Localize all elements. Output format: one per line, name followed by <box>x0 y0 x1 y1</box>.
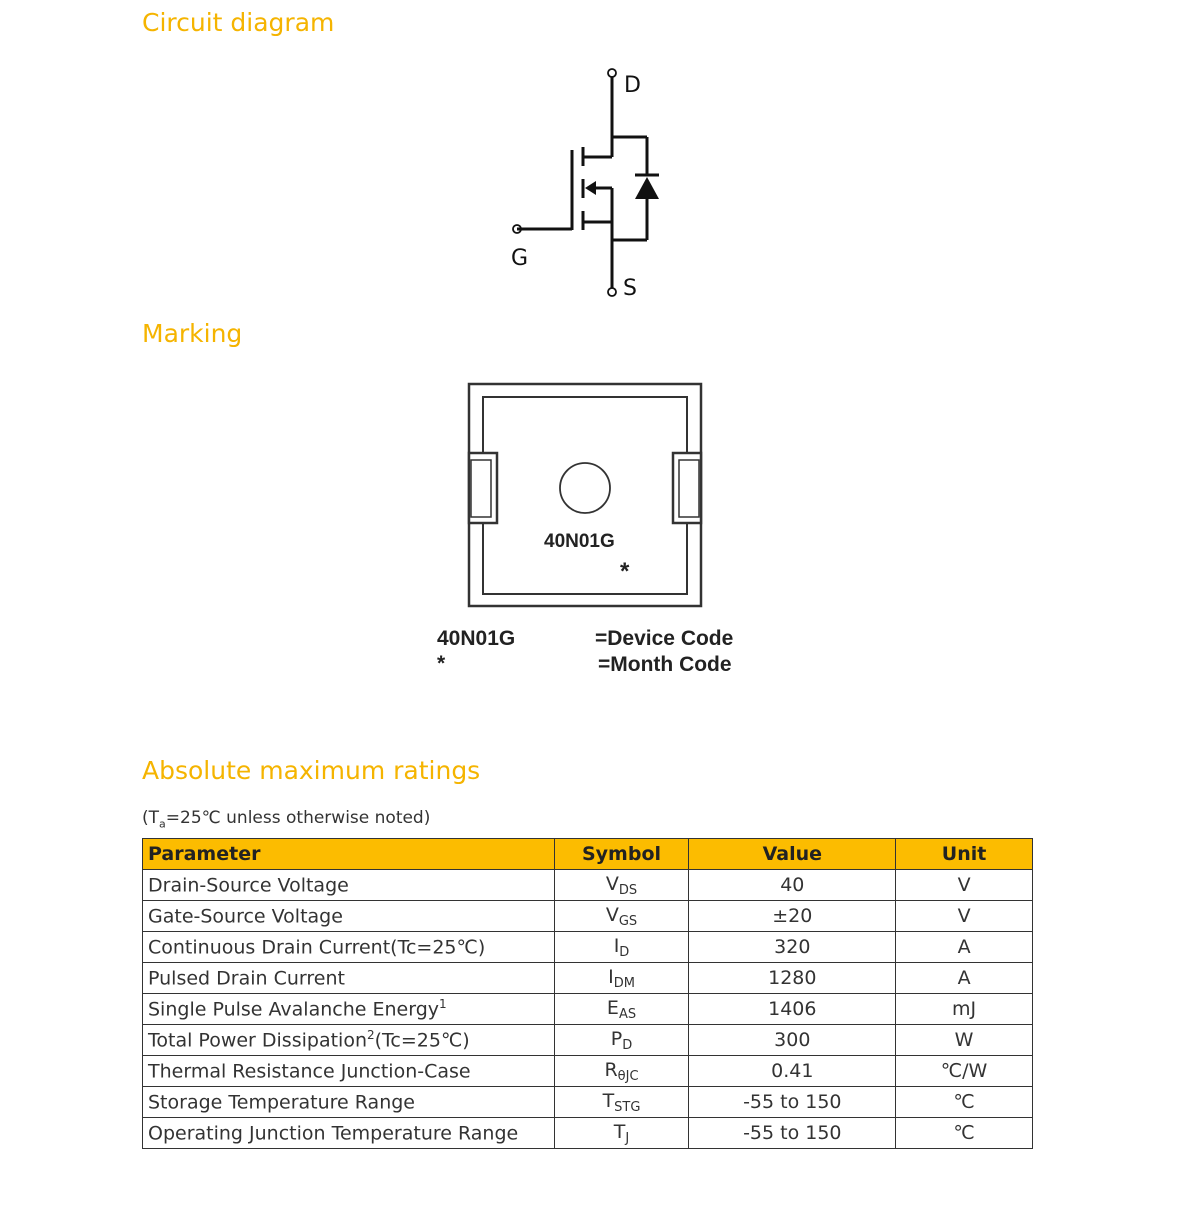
conditions-note: ($T_a=25℃$ unless otherwise noted) <box>142 808 431 831</box>
table-row <box>143 1025 1033 1056</box>
table-row <box>143 901 1033 932</box>
cell-symbol: $I_D$ <box>554 932 689 963</box>
chip-month-code: * <box>620 558 630 585</box>
cell-value: 1280 <box>689 963 896 994</box>
header-value: Value <box>689 839 896 870</box>
cell-unit: A <box>896 963 1033 994</box>
table-body <box>143 870 1033 1149</box>
cell-parameter: Total Power Dissipation$^2$(Tc=25℃) <box>143 1025 555 1056</box>
body-arrow <box>585 181 596 195</box>
table-row <box>143 963 1033 994</box>
cell-value: 320 <box>689 932 896 963</box>
cell-unit: V <box>896 870 1033 901</box>
absolute-max-ratings-table <box>142 838 1033 1149</box>
cell-symbol: $R_{\theta JC}$ <box>554 1056 689 1087</box>
circuit-diagram-heading: Circuit diagram <box>142 8 335 37</box>
header-parameter: Parameter <box>143 839 555 870</box>
cell-value: 40 <box>689 870 896 901</box>
marking-heading: Marking <box>142 319 243 348</box>
cell-parameter: Storage Temperature Range <box>143 1087 555 1118</box>
cell-value: 1406 <box>689 994 896 1025</box>
table-row <box>143 870 1033 901</box>
table-row <box>143 932 1033 963</box>
cell-symbol: $T_J$ <box>554 1118 689 1149</box>
cell-parameter: Pulsed Drain Current <box>143 963 555 994</box>
gate-label: G <box>511 246 529 271</box>
cell-unit: ℃/W <box>896 1056 1033 1087</box>
header-symbol: Symbol <box>554 839 689 870</box>
table-row <box>143 1118 1033 1149</box>
table-header-row <box>143 839 1033 870</box>
cell-value: -55 to 150 <box>689 1118 896 1149</box>
cell-parameter: Single Pulse Avalanche Energy$^1$ <box>143 994 555 1025</box>
legend-month-code-meaning: =Month Code <box>598 653 732 676</box>
cell-unit: W <box>896 1025 1033 1056</box>
cell-value: 300 <box>689 1025 896 1056</box>
legend-month-code-key: * <box>437 652 446 675</box>
cell-unit: ℃ <box>896 1118 1033 1149</box>
cell-unit: ℃ <box>896 1087 1033 1118</box>
source-label: S <box>623 276 637 301</box>
cell-symbol: $T_{STG}$ <box>554 1087 689 1118</box>
cell-parameter: Continuous Drain Current(Tc=25℃) <box>143 932 555 963</box>
table-row <box>143 1056 1033 1087</box>
cell-parameter: Thermal Resistance Junction-Case <box>143 1056 555 1087</box>
table-row <box>143 1087 1033 1118</box>
cell-symbol: $P_D$ <box>554 1025 689 1056</box>
cell-parameter: Gate-Source Voltage <box>143 901 555 932</box>
legend-device-code-key: 40N01G <box>437 627 516 650</box>
cell-symbol: $E_{AS}$ <box>554 994 689 1025</box>
diode-triangle <box>635 177 659 199</box>
cell-value: -55 to 150 <box>689 1087 896 1118</box>
package-outline <box>469 384 701 606</box>
cell-symbol: $I_{DM}$ <box>554 963 689 994</box>
cell-value: 0.41 <box>689 1056 896 1087</box>
cell-symbol: $V_{GS}$ <box>554 901 689 932</box>
table-row <box>143 994 1033 1025</box>
cell-symbol: $V_{DS}$ <box>554 870 689 901</box>
ratings-heading: Absolute maximum ratings <box>142 756 481 785</box>
cell-unit: V <box>896 901 1033 932</box>
cell-parameter: Drain-Source Voltage <box>143 870 555 901</box>
chip-device-code: 40N01G <box>544 531 615 552</box>
mosfet-symbol <box>513 69 659 296</box>
legend-device-code-meaning: =Device Code <box>595 627 734 650</box>
cell-unit: mJ <box>896 994 1033 1025</box>
cell-value: ±20 <box>689 901 896 932</box>
cell-unit: A <box>896 932 1033 963</box>
drain-label: D <box>624 73 641 98</box>
cell-parameter: Operating Junction Temperature Range <box>143 1118 555 1149</box>
header-unit: Unit <box>896 839 1033 870</box>
